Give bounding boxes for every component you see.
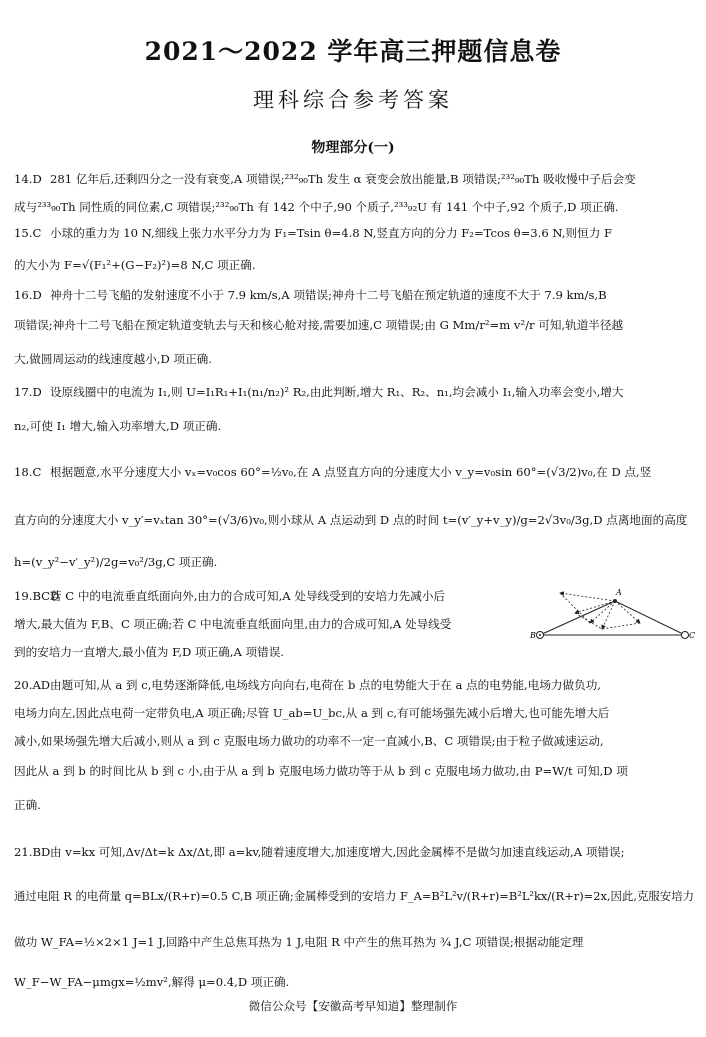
section-heading: 物理部分(一) — [311, 140, 395, 156]
answer-line: n₂,可使 I₁ 增大,输入功率增大,D 项正确. — [14, 419, 222, 433]
answer-line: 由题可知,从 a 到 c,电势逐渐降低,电场线方向向右,电荷在 b 点的电势能大于在 a 点的电势能,电场力做负功, — [50, 678, 601, 692]
diagram-side-ba — [540, 601, 615, 635]
answer-line: 到的安培力一直增大,最小值为 F,D 项正确,A 项错误. — [14, 645, 284, 659]
wire-c-marker — [682, 632, 689, 639]
answer-line: h=(v_y²−v′_y²)/2g=v₀²/3g,C 项正确. — [14, 555, 218, 569]
diagram-side-ac — [615, 601, 685, 635]
answer-line: 神舟十二号飞船的发射速度不小于 7.9 km/s,A 项错误;神舟十二号飞船在预定轨道的速度不大于 7.9 km/s,B — [50, 288, 607, 302]
answer-line: 若 C 中的电流垂直纸面向外,由力的合成可知,A 处导线受到的安培力先减小后 — [50, 589, 446, 603]
wire-a-marker — [613, 599, 617, 603]
page-title: 2021～2022 学年高三押题信息卷 — [144, 37, 562, 66]
answer-line: 成与²³³₉₀Th 同性质的同位素,C 项错误;²³²₉₀Th 有 142 个中子,90 个质子,²³³₉₂U 有 141 个中子,92 个质子,D 项正确. — [14, 200, 619, 214]
answer-number: 21.BD — [14, 845, 51, 859]
answer-line: 281 亿年后,还剩四分之一没有衰变,A 项错误;²³²₉₀Th 发生 α 衰变会放出能量,B 项错误;²³²₉₀Th 吸收慢中子后会变 — [50, 172, 636, 186]
answer-number: 17.D — [14, 385, 42, 399]
answer-number: 18.C — [14, 465, 42, 479]
answer-number: 15.C — [14, 226, 42, 240]
label-c: C — [689, 631, 696, 640]
answer-line: 正确. — [14, 798, 41, 812]
answer-line: 通过电阻 R 的电荷量 q=BLx/(R+r)=0.5 C,B 项正确;金属棒受到的安培力 F_A=B²L²v/(R+r)=B²L²kx/(R+r)=2x,因此,克服安培力 — [14, 889, 695, 903]
answer-line: 根据题意,水平分速度大小 vₓ=v₀cos 60°=½v₀,在 A 点竖直方向的分速度大小 v_y=v₀sin 60°=(√3/2)v₀,在 D 点,竖 — [50, 465, 652, 479]
label-b: B — [530, 631, 536, 640]
answer-line: W_F−W_FA−μmgx=½mv²,解得 μ=0.4,D 项正确. — [14, 975, 290, 989]
answer-line: 做功 W_FA=½×2×1 J=1 J,回路中产生总焦耳热为 1 J,电阻 R 中产生的焦耳热为 ¾ J,C 项错误;根据动能定理 — [14, 935, 584, 949]
answer-line: 减小,如果场强先增大后减小,则从 a 到 c 克服电场力做功的功率不一定一直减小,B、C 项错误;由于粒子做减速运动, — [14, 734, 604, 748]
answer-line: 小球的重力为 10 N,细线上张力水平分力为 F₁=Tsin θ=4.8 N,竖直方向的分力 F₂=Tcos θ=3.6 N,则恒力 F — [50, 226, 613, 240]
page-footer: 微信公众号【安徽高考早知道】整理制作 — [248, 999, 458, 1013]
answer-number: 16.D — [14, 288, 42, 302]
answer-line: 设原线圈中的电流为 I₁,则 U=I₁R₁+I₁(n₁/n₂)² R₂,由此判断,增大 R₁、R₂、n₁,均会减小 I₁,输入功率会变小,增大 — [50, 385, 624, 399]
page-subtitle: 理科综合参考答案 — [253, 88, 453, 112]
answer-line: 因此从 a 到 b 的时间比从 b 到 c 小,由于从 a 到 b 克服电场力做功等于从 b 到 c 克服电场力做功,由 P=W/t 可知,D 项 — [14, 764, 628, 778]
answer-number: 14.D — [14, 172, 42, 186]
answer-number: 20.AD — [14, 678, 51, 692]
answer-line: 电场力向左,因此点电荷一定带负电,A 项正确;尽管 U_ab=U_bc,从 a 到 c,有可能场强先减小后增大,也可能先增大后 — [14, 706, 610, 720]
answer-line: 直方向的分速度大小 v_y′=vₓtan 30°=(√3/6)v₀,则小球从 A 点运动到 D 点的时间 t=(v′_y+v_y)/g=2√3v₀/3g,D 点离地面的高度 — [14, 513, 688, 527]
diagram-force-vectors — [560, 593, 640, 629]
label-a: A — [616, 588, 622, 597]
force-diagram — [530, 585, 696, 645]
answer-number: 19.BCD — [14, 589, 60, 603]
answer-line: 大,做圆周运动的线速度越小,D 项正确. — [14, 352, 212, 366]
answer-line: 项错误;神舟十二号飞船在预定轨道变轨去与天和核心舱对接,需要加速,C 项错误;由 G Mm/r²=m v²/r 可知,轨道半径越 — [14, 318, 624, 332]
answer-line: 增大,最大值为 F,B、C 项正确;若 C 中电流垂直纸面向里,由力的合成可知,A 处导线受 — [14, 617, 452, 631]
answer-line: 由 v=kx 可知,Δv/Δt=k Δx/Δt,即 a=kv,随着速度增大,加速度增大,因此金属棒不是做匀加速直线运动,A 项错误; — [50, 845, 625, 859]
answer-line: 的大小为 F=√(F₁²+(G−F₂)²)=8 N,C 项正确. — [14, 258, 256, 272]
